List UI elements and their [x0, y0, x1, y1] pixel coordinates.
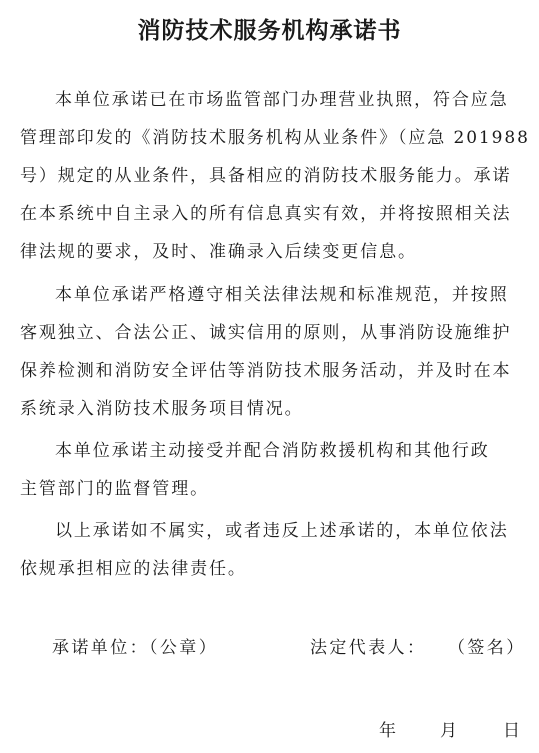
legal-representative-label: 法定代表人：	[310, 638, 427, 658]
paragraph-4-line-1: 以上承诺如不属实，或者违反上述承诺的，本单位依法	[55, 521, 509, 541]
paragraph-1-line-4: 在本系统中自主录入的所有信息真实有效，并将按照相关法	[20, 204, 512, 224]
date-month-label: 月	[440, 721, 457, 741]
date-day-label: 日	[503, 721, 520, 741]
paragraph-2-line-1: 本单位承诺严格遵守相关法律法规和标准规范，并按照	[55, 285, 509, 305]
document-title: 消防技术服务机构承诺书	[137, 18, 402, 44]
date-year-label: 年	[379, 721, 396, 741]
paragraph-2-line-4: 系统录入消防技术服务项目情况。	[20, 399, 304, 419]
paragraph-1-line-1: 本单位承诺已在市场监管部门办理营业执照，符合应急	[55, 90, 509, 110]
paragraph-3-line-2: 主管部门的监督管理。	[20, 479, 209, 499]
paragraph-1-line-2: 管理部印发的《消防技术服务机构从业条件》（应急 201988	[20, 128, 530, 148]
paragraph-1-line-5: 律法规的要求，及时、准确录入后续变更信息。	[20, 242, 417, 262]
signature-note: （签名）	[448, 638, 526, 658]
paragraph-2-line-2: 客观独立、合法公正、诚实信用的原则，从事消防设施维护	[20, 323, 512, 343]
paragraph-2-line-3: 保养检测和消防安全评估等消防技术服务活动，并及时在本	[20, 361, 512, 381]
paragraph-1-line-3: 号）规定的从业条件，具备相应的消防技术服务能力。承诺	[20, 166, 512, 186]
paragraph-4-line-2: 依规承担相应的法律责任。	[20, 559, 247, 579]
committing-unit-seal-label: 承诺单位：（公章）	[52, 638, 219, 658]
paragraph-3-line-1: 本单位承诺主动接受并配合消防救援机构和其他行政	[55, 441, 490, 461]
